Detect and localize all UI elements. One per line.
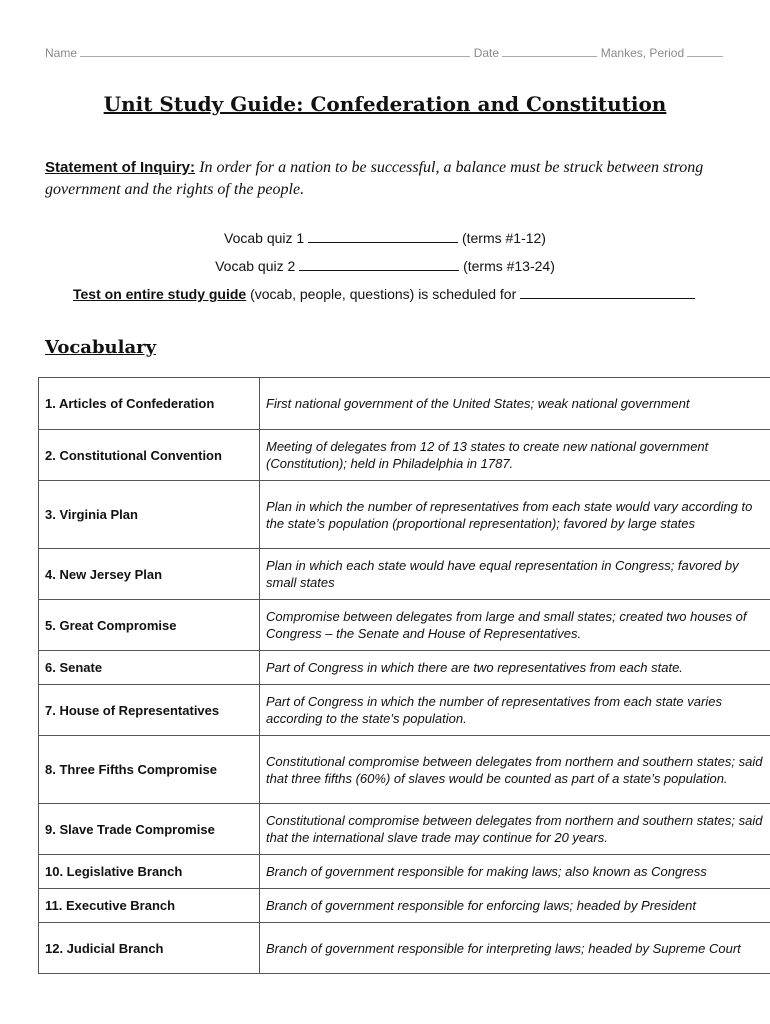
vocab-term: 4. New Jersey Plan [39, 549, 260, 600]
vocab-definition: Meeting of delegates from 12 of 13 states to create new national government (Constitution); held in Philadelphia in 1787. [260, 430, 770, 481]
vocab-term: 3. Virginia Plan [39, 481, 260, 549]
test-date-blank[interactable] [520, 284, 695, 299]
page-title: Unit Study Guide: Confederation and Constitution [103, 92, 667, 116]
vocab-term: 2. Constitutional Convention [39, 430, 260, 481]
name-label: Name [45, 46, 78, 60]
table-row [39, 430, 770, 481]
quiz-line-1 [0, 228, 770, 246]
student-header [45, 46, 735, 60]
vocab-definition: Branch of government responsible for interpreting laws; headed by Supreme Court [260, 923, 770, 974]
quiz-2-terms: (terms #13-24) [463, 258, 555, 274]
table-row [39, 378, 770, 430]
vocab-term: 11. Executive Branch [39, 889, 260, 923]
quiz-2-label: Vocab quiz 2 [215, 258, 296, 274]
table-row [39, 651, 770, 685]
vocab-term: 10. Legislative Branch [39, 855, 260, 889]
test-label: Test on entire study guide [73, 286, 247, 302]
quiz-2-date-blank[interactable] [299, 256, 459, 271]
vocab-term: 1. Articles of Confederation [39, 378, 260, 430]
vocabulary-heading: Vocabulary [45, 337, 157, 358]
teacher-period-label: Mankes, Period [600, 46, 685, 60]
quiz-1-label: Vocab quiz 1 [224, 230, 305, 246]
table-row [39, 600, 770, 651]
vocab-definition: Plan in which the number of representatives from each state would vary according to the state’s population (proportional representation); favored by large states [260, 481, 770, 549]
vocab-definition: Compromise between delegates from large and small states; created two houses of Congress – the Senate and House of Representatives. [260, 600, 770, 651]
name-blank[interactable] [80, 46, 470, 57]
vocab-term: 8. Three Fifths Compromise [39, 736, 260, 804]
table-row [39, 923, 770, 974]
table-row [39, 481, 770, 549]
table-row [39, 889, 770, 923]
table-row [39, 549, 770, 600]
table-row [39, 736, 770, 804]
inquiry-label: Statement of Inquiry: [45, 159, 196, 176]
vocab-definition: Plan in which each state would have equal representation in Congress; favored by small states [260, 549, 770, 600]
vocab-definition: Constitutional compromise between delegates from northern and southern states; said that the international slave trade may continue for 20 years. [260, 804, 770, 855]
test-schedule-line [73, 284, 723, 302]
vocab-term: 5. Great Compromise [39, 600, 260, 651]
period-blank[interactable] [687, 46, 723, 57]
vocab-definition: Part of Congress in which the number of representatives from each state varies according to the state’s population. [260, 685, 770, 736]
table-row [39, 855, 770, 889]
statement-of-inquiry [45, 157, 735, 201]
vocab-term: 12. Judicial Branch [39, 923, 260, 974]
vocab-definition: Part of Congress in which there are two representatives from each state. [260, 651, 770, 685]
quiz-line-2 [0, 256, 770, 274]
vocab-term: 6. Senate [39, 651, 260, 685]
date-label: Date [473, 46, 500, 60]
vocab-definition: First national government of the United States; weak national government [260, 378, 770, 430]
date-blank[interactable] [502, 46, 597, 57]
vocab-definition: Constitutional compromise between delegates from northern and southern states; said that three fifths (60%) of slaves would be counted as part of a state’s population. [260, 736, 770, 804]
vocab-term: 7. House of Representatives [39, 685, 260, 736]
test-description: (vocab, people, questions) is scheduled for [250, 286, 517, 302]
vocabulary-table [38, 377, 770, 974]
vocab-definition: Branch of government responsible for enforcing laws; headed by President [260, 889, 770, 923]
vocab-term: 9. Slave Trade Compromise [39, 804, 260, 855]
vocab-definition: Branch of government responsible for making laws; also known as Congress [260, 855, 770, 889]
quiz-1-terms: (terms #1-12) [461, 230, 546, 246]
quiz-1-date-blank[interactable] [308, 228, 458, 243]
table-row [39, 685, 770, 736]
inquiry-text: In order for a nation to be successful, a balance must be struck between strong government and the rights of the people. [45, 159, 704, 198]
table-row [39, 804, 770, 855]
